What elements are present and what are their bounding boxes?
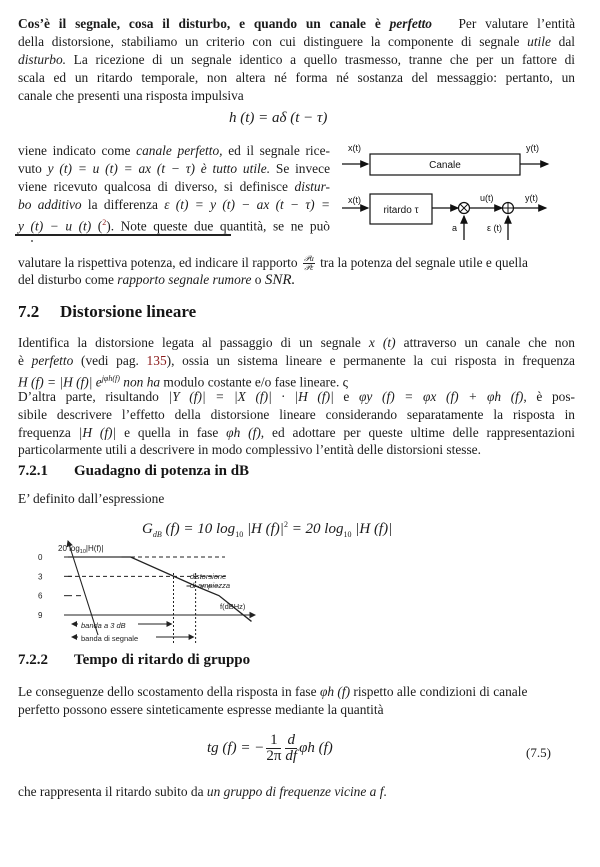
text: la differenza (81, 197, 165, 212)
intro-line-5 (18, 87, 575, 104)
math: = 20 log (287, 521, 344, 537)
snr-line-2 (18, 271, 578, 289)
perfect-channel-line-5 (18, 214, 330, 235)
intro-text: della distorsione, stabiliamo un criterio con cui distinguere la componente di segnale (18, 34, 528, 49)
fraction-derivative (285, 733, 297, 764)
text: particolarmente utili a descrivere in modo complessivo l’entità delle distorsioni stesse. (18, 442, 481, 457)
text: e quella in fase (116, 425, 227, 440)
intro-line-3 (18, 51, 575, 68)
section-title: Distorsione lineare (60, 302, 197, 321)
section-title: Guadagno di potenza in dB (74, 463, 250, 479)
math: |H (f)| (78, 425, 117, 440)
s72-p2-line-4 (18, 441, 575, 458)
section-title: Tempo di ritardo di gruppo (74, 652, 251, 668)
intro-text: Per valutare l’entità (458, 16, 576, 31)
text: viene ricevuto qualcosa di diverso, si definisce (18, 179, 295, 194)
intro-text: La ricezione di un segnale identico a quello trasmesso, tranne che per un fattore di (66, 52, 575, 67)
emphasis: bo additivo (18, 197, 82, 212)
section-heading-7-2 (18, 302, 196, 322)
text: che rappresenta il ritardo subito da (18, 784, 207, 799)
math: |Y (f)| = |X (f)| · |H (f)| (168, 389, 334, 404)
section-number: 7.2.2 (18, 652, 48, 668)
math: |H (f)| (243, 521, 284, 537)
emphasis: è tutto utile. (194, 161, 271, 176)
text: ( (91, 218, 103, 234)
annotation-distortion-1: distorsione (190, 572, 227, 581)
text: D’altra parte, risultando (18, 389, 169, 404)
text: ed il segnale rice- (222, 143, 330, 158)
footnote-rule (15, 234, 231, 236)
s722-closing (18, 783, 578, 800)
s72-p2-line-3 (18, 424, 575, 441)
snr-fraction (303, 255, 315, 272)
math: SNR. (264, 272, 296, 288)
text: . (383, 784, 387, 799)
text: tra la potenza del segnale utile e quella (316, 255, 528, 270)
u-label: u(t) (480, 193, 494, 203)
fraction-numerator: 1 (266, 733, 281, 749)
math: φh (f) (299, 740, 333, 756)
bottom-model-path (342, 193, 546, 240)
math: ε (t) = y (t) − ax (t − τ) = (164, 197, 330, 212)
math: φh (f) (226, 425, 261, 440)
top-output-label: y(t) (526, 143, 539, 153)
intro-paragraph (18, 15, 575, 32)
text: frequenza (18, 425, 79, 440)
text: ). Note queste due quantità, se ne può (106, 218, 330, 234)
footnote-link[interactable]: 2 (102, 218, 107, 227)
text: del disturbo come (18, 272, 118, 287)
annotation-band-3db: banda a 3 dB (81, 621, 126, 630)
text: Identifica la distorsione legata al passaggio di un segnale (18, 335, 369, 350)
math: |H (f)| (351, 521, 393, 537)
emphasis: perfetto (31, 353, 74, 368)
math: tg (f) = − (207, 740, 265, 756)
annotation-signal-band: banda di segnale (81, 634, 139, 643)
text: (vedi pag. (73, 353, 147, 368)
section-heading-7-2-1 (18, 463, 249, 480)
top-input-label: x(t) (348, 143, 361, 153)
canale-label: Canale (429, 160, 461, 171)
text: e (333, 389, 360, 404)
text: valutare la rispettiva potenza, ed indicare il rapporto (18, 255, 301, 270)
equation-impulse-response: h (t) = aδ (t − τ) (229, 110, 328, 126)
perfect-channel-line-1 (18, 142, 330, 159)
text: o (251, 272, 265, 287)
intro-heading-italic: perfetto (389, 16, 432, 31)
text: perfetto possono essere sinteticamente espresse mediante la quantità (18, 702, 384, 717)
fraction-denominator: 𝒫ε (304, 263, 314, 273)
intro-emphasis: disturbo. (18, 52, 66, 67)
gain-db-chart (20, 535, 280, 650)
text: , è pos- (523, 389, 576, 404)
s722-line-1 (18, 683, 578, 700)
text: Le conseguenze dello scostamento della risposta in fase (18, 684, 320, 699)
math: H (f) = |H (f)| e (18, 374, 102, 390)
s722-line-2 (18, 701, 578, 718)
text: è (18, 353, 32, 368)
channel-block-diagram (330, 135, 580, 245)
noise-label: ε (t) (487, 223, 503, 233)
s72-p1-line-1 (18, 334, 575, 351)
perfect-channel-line-3 (18, 178, 330, 195)
s72-p1-line-2 (18, 352, 575, 369)
math: y (t) − u (t) (18, 218, 92, 234)
emphasis: non ha (119, 374, 161, 390)
y-axis-label-sub: 10 (79, 549, 86, 555)
text: viene indicato come (18, 143, 137, 158)
y-axis-label-end: |H(f)| (85, 544, 104, 553)
snr-line-1 (18, 254, 578, 272)
text: attraverso un canale che non (395, 335, 575, 350)
y-tick-label: 9 (38, 611, 43, 620)
intro-line-2 (18, 33, 575, 50)
fraction-one-over-two-pi (266, 733, 281, 764)
response-curve (122, 557, 252, 621)
intro-heading: Cos’è il segnale, cosa il disturbo, e quando un canale è (18, 16, 390, 31)
y-tick-label: 6 (38, 591, 43, 601)
text: sibile descrivere l’effetto della distorsione lineare considerando separatamente la risposta in (18, 407, 575, 422)
s721-intro: E’ definito dall’espressione (18, 491, 165, 506)
emphasis: rapporto segnale rumore (117, 272, 252, 287)
intro-text: scala ed un ritardo temporale, non altera né forma né sostanza del messaggio: pertanto, un (18, 70, 575, 85)
x-axis-label: f(dBHz) (220, 602, 246, 611)
bottom-output-label: y(t) (525, 193, 538, 203)
y-axis-label-main: 20 log (58, 544, 80, 553)
y-tick-label: 3 (38, 572, 43, 582)
text: , ed adottare per queste ultime delle rappresentazioni (260, 425, 575, 440)
intro-text: dal (550, 34, 575, 49)
footnote-dot (31, 240, 33, 242)
s72-p2-line-1 (18, 388, 575, 405)
intro-text: canale che presenti una risposta impulsiva (18, 88, 244, 103)
math: y (t) = u (t) = ax (t − τ) (47, 161, 195, 176)
emphasis: un gruppo di frequenze vicine a f (206, 784, 384, 799)
emphasis: distur- (294, 179, 330, 194)
y-tick-label: 0 (38, 553, 43, 562)
intro-line-4 (18, 69, 575, 86)
text: rispetto alle condizioni di canale (350, 684, 528, 699)
intro-emphasis: utile (527, 34, 551, 49)
perfect-channel-line-4 (18, 196, 330, 213)
math-subscript: dB (152, 530, 162, 539)
math-superscript: jφh(f) (101, 374, 120, 383)
page-reference-link[interactable]: 135 (146, 353, 167, 368)
math: (f) = 10 log (161, 521, 236, 537)
s72-p2-line-2 (18, 406, 575, 423)
section-heading-7-2-2 (18, 652, 250, 669)
text: ), ossia un sistema lineare e permanente la cui risposta in frequenza (166, 353, 575, 368)
section-number: 7.2 (18, 302, 40, 321)
annotation-distortion-2: di ampiezza (190, 581, 231, 590)
fraction-denominator: df (285, 748, 298, 764)
math: G (142, 521, 153, 537)
math: φh (f) (319, 684, 351, 699)
math: x (t) (368, 335, 396, 350)
math-subscript: 10 (343, 530, 352, 539)
fraction-numerator: d (285, 733, 297, 749)
text: vuto (18, 161, 48, 176)
math: φy (f) = φx (f) + φh (f) (359, 389, 524, 404)
fraction-numerator: 𝒫u (303, 254, 314, 264)
emphasis: canale perfetto, (136, 143, 223, 158)
delay-label: ritardo τ (383, 205, 419, 216)
math-subscript: 10 (235, 530, 244, 539)
equation-number: (7.5) (526, 745, 551, 760)
text: modulo costante e/o fase lineare. ς (160, 374, 348, 390)
text: Se invece (270, 161, 331, 176)
bottom-input-label: x(t) (348, 195, 361, 205)
math-superscript: 2 (283, 520, 288, 529)
equation-group-delay (207, 733, 333, 764)
y-axis-label (58, 544, 103, 555)
fraction-denominator: 2π (266, 748, 282, 764)
chart-axes (38, 541, 255, 643)
section-number: 7.2.1 (18, 463, 48, 479)
perfect-channel-line-2 (18, 160, 330, 177)
gain-label: a (452, 223, 458, 233)
top-channel-path (342, 143, 548, 175)
